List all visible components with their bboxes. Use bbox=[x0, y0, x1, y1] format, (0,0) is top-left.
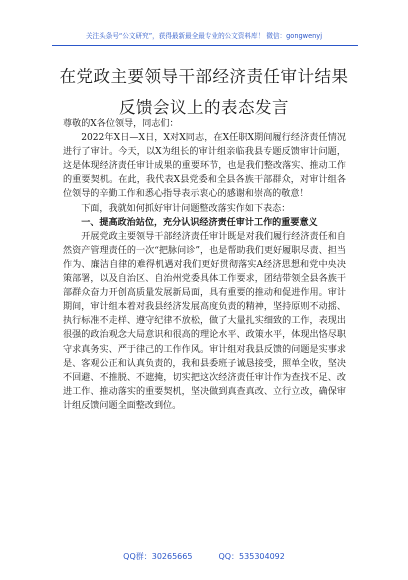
footer-qq: QQ：535304092 bbox=[218, 552, 285, 561]
header-divider bbox=[52, 45, 358, 46]
header-promo-text: 关注头条号“公文研究”，获得最新最全最专业的公文资料库！ 微信：gongwenyj bbox=[85, 32, 323, 40]
salutation: 尊敬的X各位领导，同志们： bbox=[63, 119, 179, 129]
document-title-line-2: 反馈会议上的表态发言 bbox=[119, 98, 289, 117]
footer-contact bbox=[0, 551, 408, 562]
document-body bbox=[63, 117, 346, 413]
document-title-line-1: 在党政主要领导干部经济责任审计结果 bbox=[59, 67, 349, 86]
section-heading-1: 一、提高政治站位，充分认识经济责任审计工作的重要意义 bbox=[81, 217, 318, 228]
paragraph-section-1: 开展党政主要领导干部经济责任审计既是对我们履行经济责任和自然资产管理责任的一次“把脉问诊”，也是帮助我们更好履职尽责、担当作为、廉洁自律的难得机遇对我们更好贯彻落实A经济思想和党中央决策部署，以及自治区、自治州党委具体工作要求，团结带领全县各族干部群众奋力开创高质量发展新局面，具有重要的推动和促进作用。审计期间，审计组本着对我县经济发展高度负责的精神，坚持原则不动摇、执行标准不走样、遵守纪律不放松，做了大量扎实细致的工作，表现出很强的政治观念大局意识和很高的理论水平、政策水平，体现出恪尽职守求真务实、严于律己的工作作风。审计组对我县反馈的问题是实事求是、客观公正和认真负责的，我和县委班子诚恳接受，照单全收，坚决不回避、不推脱、不遮掩，切实把这次经济责任审计作为查找不足、改进工作、推动落实的重要契机，坚决做到真查真改、立行立改，确保审计组反馈问题全面整改到位。 bbox=[63, 231, 346, 411]
paragraph-transition: 下面，我就如何抓好审计问题整改落实作如下表态： bbox=[81, 203, 291, 214]
paragraph-intro: 2022年X日—X日，X对X同志，在X任职X期间履行经济责任情况进行了审计。今天，以X为组长的审计组亲临我县专题反馈审计问题，这是体现经济责任审计成果的重要环节，也是我们整改落实、推动工作的重要契机。在此，我代表X县党委和全县各族干部群众，对审计组各位领导的辛勤工作和悉心指导表示衷心的感谢和崇高的敬意！ bbox=[63, 133, 346, 200]
footer-qq-group: QQ群：30265665 bbox=[123, 552, 193, 561]
